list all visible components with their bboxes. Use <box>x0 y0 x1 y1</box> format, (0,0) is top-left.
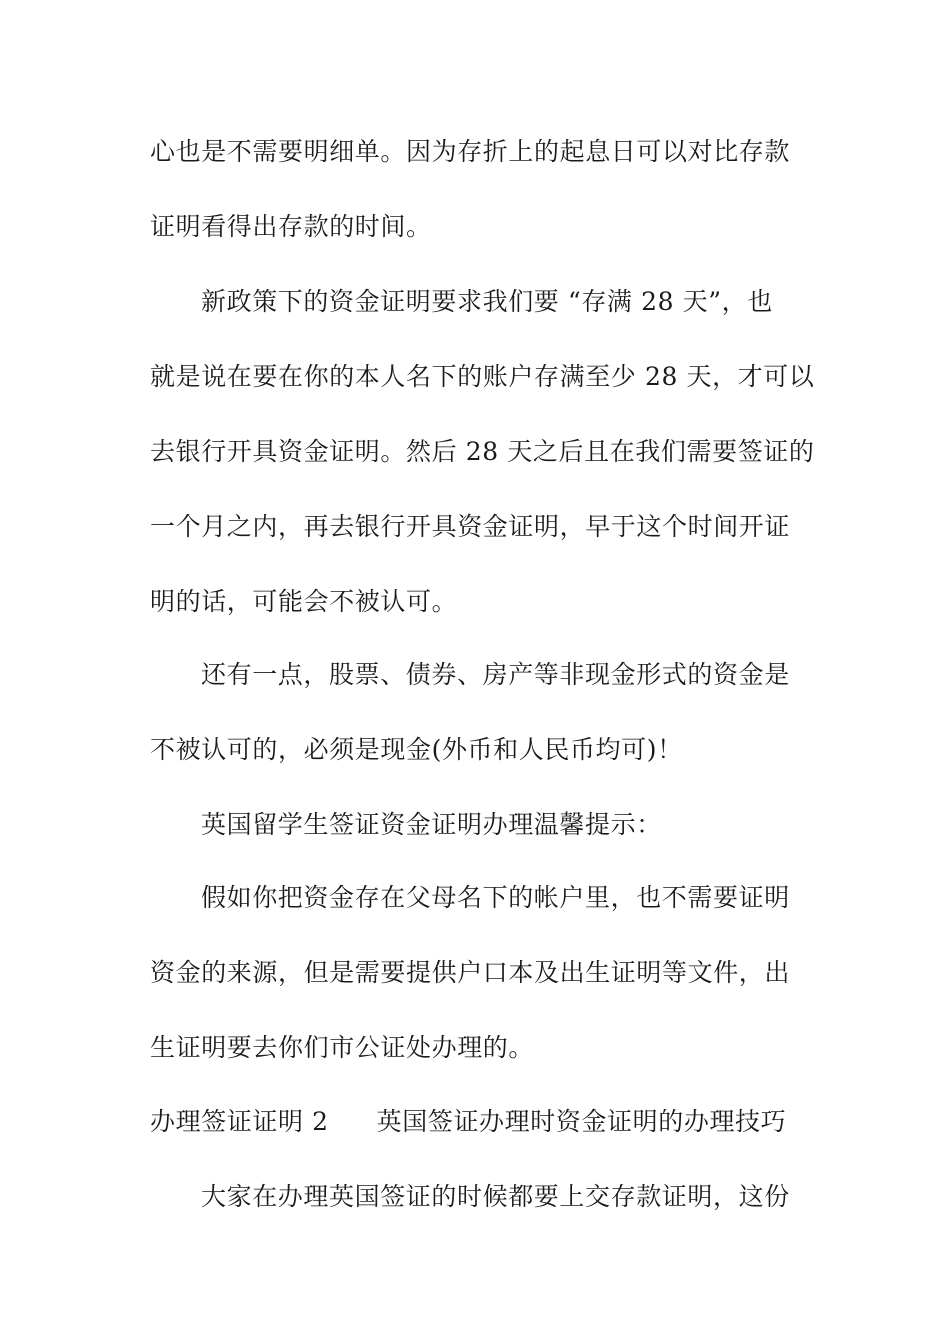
section-heading <box>150 1107 786 1137</box>
text-line: 去银行开具资金证明。然后 28 天之后且在我们需要签证的 <box>150 437 815 466</box>
section-title: 英国签证办理时资金证明的办理技巧 <box>376 1107 787 1136</box>
text-line: 资金的来源，但是需要提供户口本及出生证明等文件，出 <box>150 958 791 987</box>
text-line: 明的话，可能会不被认可。 <box>150 587 458 616</box>
paragraph-start: 还有一点，股票、债券、房产等非现金形式的资金是 <box>201 660 790 689</box>
text-line: 就是说在要在你的本人名下的账户存满至少 28 天，才可以 <box>150 362 815 391</box>
text-line: 一个月之内，再去银行开具资金证明，早于这个时间开证 <box>150 512 791 541</box>
paragraph-start: 大家在办理英国签证的时候都要上交存款证明，这份 <box>201 1182 790 1211</box>
paragraph-start: 假如你把资金存在父母名下的帐户里，也不需要证明 <box>201 883 790 912</box>
text-line: 不被认可的，必须是现金(外币和人民币均可)！ <box>150 735 683 764</box>
text-line: 生证明要去你们市公证处办理的。 <box>150 1033 535 1062</box>
text-line: 心也是不需要明细单。因为存折上的起息日可以对比存款 <box>150 137 791 166</box>
paragraph-start: 英国留学生签证资金证明办理温馨提示： <box>201 810 662 839</box>
section-number: 办理签证证明 2 <box>150 1107 329 1136</box>
text-line: 证明看得出存款的时间。 <box>150 212 432 241</box>
paragraph-start: 新政策下的资金证明要求我们要 “存满 28 天”，也 <box>201 287 773 316</box>
